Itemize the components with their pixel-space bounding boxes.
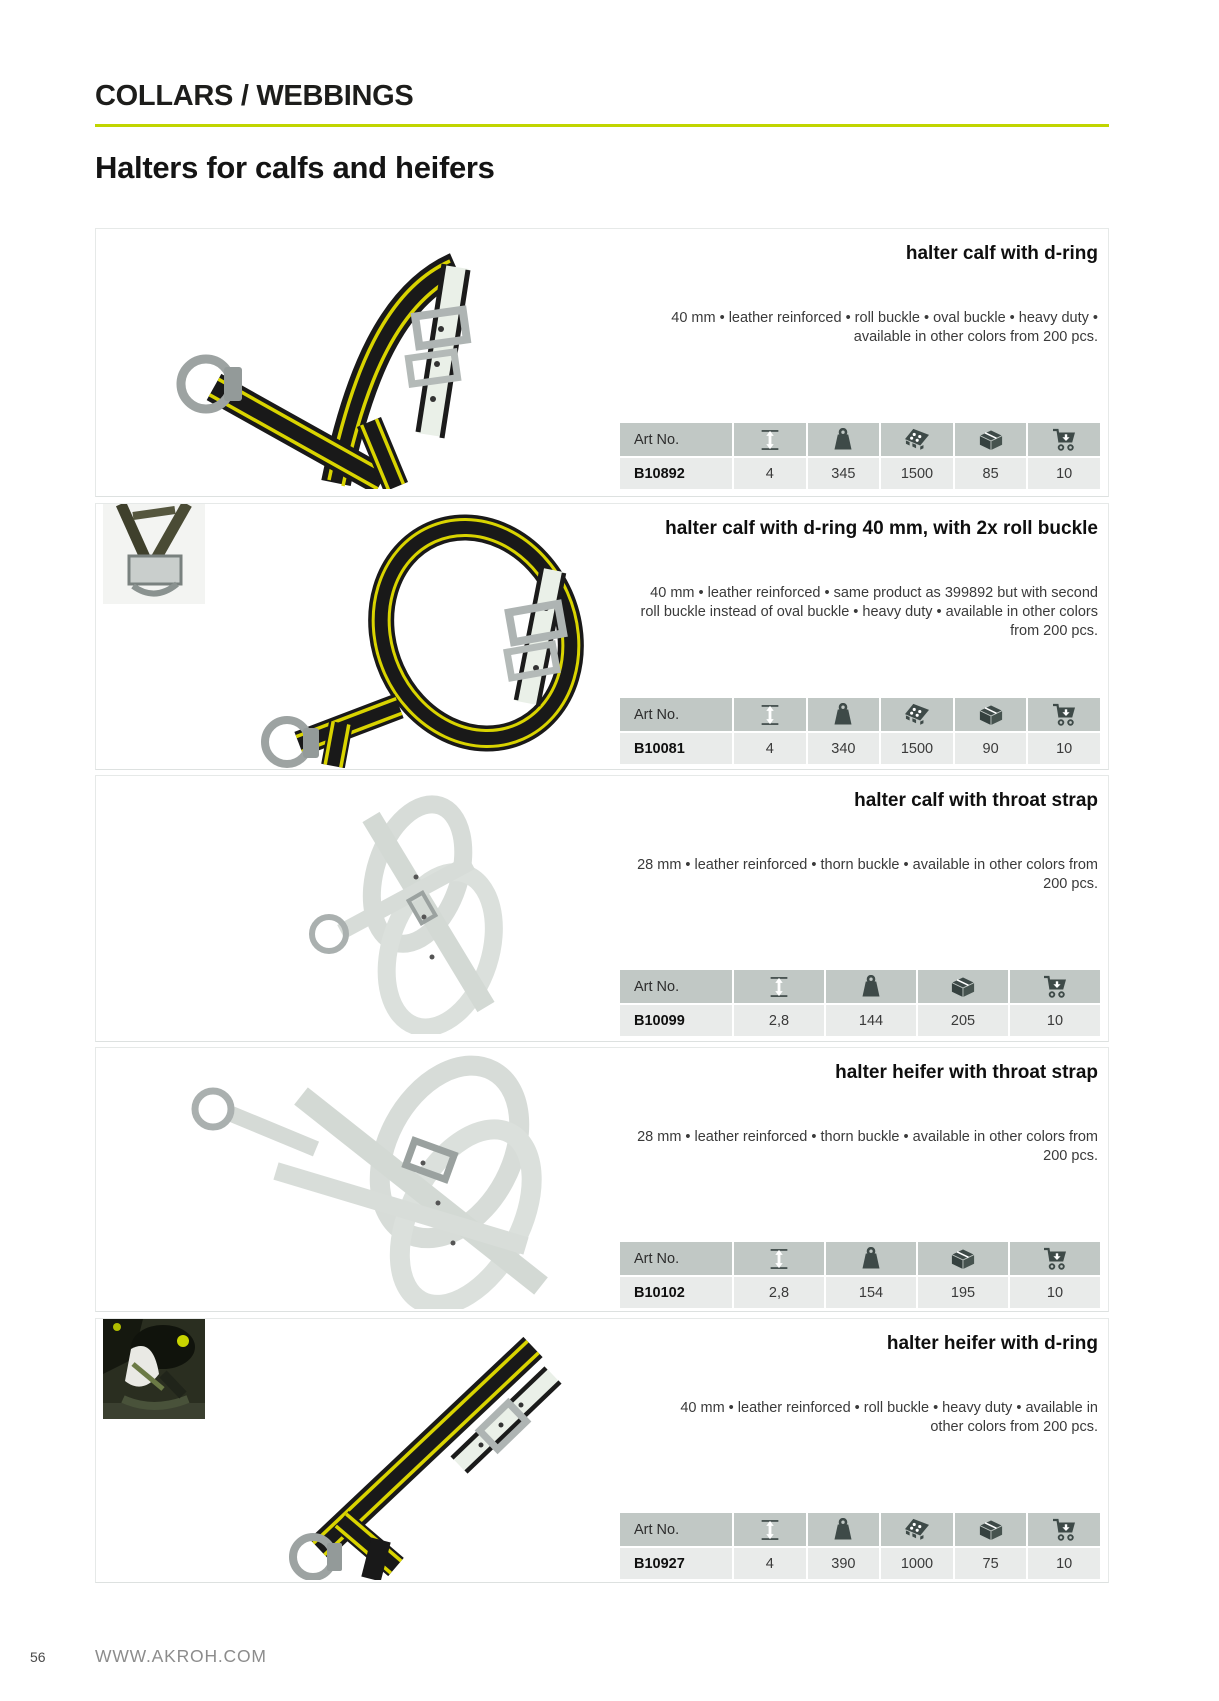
calf-photo <box>103 1319 205 1419</box>
weight-icon <box>808 698 880 731</box>
spec-value: 1000 <box>881 1548 953 1579</box>
product-photo-halter-heifer-d-ring <box>221 1335 581 1580</box>
cart-icon <box>1028 423 1100 456</box>
d-ring <box>195 1091 231 1127</box>
spec-value: 10 <box>1010 1005 1100 1036</box>
height-icon <box>734 423 806 456</box>
product-description: 28 mm • leather reinforced • thorn buckle • available in other colors from 200 pcs. <box>637 857 1098 892</box>
cart-icon <box>1028 1513 1100 1546</box>
buckle-detail-photo <box>103 504 205 604</box>
product-photo-halter-calf-d-ring <box>144 237 514 489</box>
spec-table <box>620 1242 1100 1308</box>
height-icon <box>734 698 806 731</box>
page-number: 56 <box>30 1649 46 1665</box>
spec-value: 1500 <box>881 733 953 764</box>
cart-icon <box>1028 698 1100 731</box>
spec-table <box>620 698 1100 764</box>
spec-value: 10 <box>1028 458 1100 489</box>
table-header-art-no: Art No. <box>620 698 732 731</box>
art-no-value: B10081 <box>620 733 732 764</box>
height-icon <box>734 970 824 1003</box>
spec-value: 2,8 <box>734 1277 824 1308</box>
spec-value: 340 <box>808 733 880 764</box>
weight-icon <box>826 1242 916 1275</box>
spec-value: 144 <box>826 1005 916 1036</box>
spec-value: 4 <box>734 733 806 764</box>
product-description: 28 mm • leather reinforced • thorn buckle • available in other colors from 200 pcs. <box>637 1129 1098 1164</box>
section-heading: COLLARS / WEBBINGS <box>95 80 414 112</box>
box-icon <box>955 698 1027 731</box>
table-header-art-no: Art No. <box>620 970 732 1003</box>
product-card <box>95 1318 1109 1583</box>
product-photo-halter-heifer-throat-strap <box>151 1051 631 1309</box>
accent-underline <box>95 124 1109 127</box>
spec-value: 205 <box>918 1005 1008 1036</box>
product-description: 40 mm • leather reinforced • roll buckle • oval buckle • heavy duty • available in other colors from 200 pcs. <box>671 310 1098 345</box>
product-card <box>95 228 1109 497</box>
weight-icon <box>808 1513 880 1546</box>
spec-value: 10 <box>1010 1277 1100 1308</box>
cart-icon <box>1010 1242 1100 1275</box>
lower-strap <box>336 1514 401 1579</box>
spec-value: 2,8 <box>734 1005 824 1036</box>
weight-icon <box>808 423 880 456</box>
pallet-icon <box>881 1513 953 1546</box>
spec-table <box>620 423 1100 489</box>
box-icon <box>918 1242 1008 1275</box>
art-no-value: B10927 <box>620 1548 732 1579</box>
box-icon <box>918 970 1008 1003</box>
spec-table <box>620 970 1100 1036</box>
product-card <box>95 1047 1109 1312</box>
spec-value: 10 <box>1028 1548 1100 1579</box>
spec-value: 154 <box>826 1277 916 1308</box>
product-description: 40 mm • leather reinforced • same product as 399892 but with second roll buckle instead of oval buckle • heavy duty • available in other colors from 200 pcs. <box>640 585 1098 639</box>
spec-value: 345 <box>808 458 880 489</box>
product-photo-halter-2x-roll-buckle <box>191 508 601 768</box>
table-header-art-no: Art No. <box>620 423 732 456</box>
art-no-value: B10099 <box>620 1005 732 1036</box>
product-photo-halter-throat-strap <box>211 782 571 1034</box>
halter-loops <box>327 1051 581 1309</box>
box-icon <box>955 1513 1027 1546</box>
cart-icon <box>1010 970 1100 1003</box>
spec-value: 4 <box>734 458 806 489</box>
product-description: 40 mm • leather reinforced • roll buckle • heavy duty • available in other colors from 200 pcs. <box>680 1400 1098 1435</box>
height-icon <box>734 1513 806 1546</box>
spec-value: 195 <box>918 1277 1008 1308</box>
product-title: halter calf with throat strap <box>854 790 1098 811</box>
table-header-art-no: Art No. <box>620 1513 732 1546</box>
spec-value: 4 <box>734 1548 806 1579</box>
spec-value: 1500 <box>881 458 953 489</box>
product-title: halter heifer with d-ring <box>886 1333 1098 1354</box>
product-title: halter heifer with throat strap <box>835 1062 1098 1083</box>
product-card <box>95 775 1109 1042</box>
spec-table <box>620 1513 1100 1579</box>
d-ring <box>312 917 346 951</box>
box-icon <box>955 423 1027 456</box>
spec-value: 390 <box>808 1548 880 1579</box>
weight-icon <box>826 970 916 1003</box>
height-icon <box>734 1242 824 1275</box>
product-title: halter calf with d-ring 40 mm, with 2x roll buckle <box>665 518 1098 539</box>
pallet-icon <box>881 423 953 456</box>
page-title: Halters for calfs and heifers <box>95 150 495 185</box>
product-card <box>95 503 1109 770</box>
website-link: WWW.AKROH.COM <box>95 1646 267 1666</box>
spec-value: 75 <box>955 1548 1027 1579</box>
art-no-value: B10892 <box>620 458 732 489</box>
spec-value: 85 <box>955 458 1027 489</box>
table-header-art-no: Art No. <box>620 1242 732 1275</box>
product-title: halter calf with d-ring <box>905 243 1098 264</box>
spec-value: 90 <box>955 733 1027 764</box>
art-no-value: B10102 <box>620 1277 732 1308</box>
crown-loop <box>337 508 601 768</box>
pallet-icon <box>881 698 953 731</box>
spec-value: 10 <box>1028 733 1100 764</box>
